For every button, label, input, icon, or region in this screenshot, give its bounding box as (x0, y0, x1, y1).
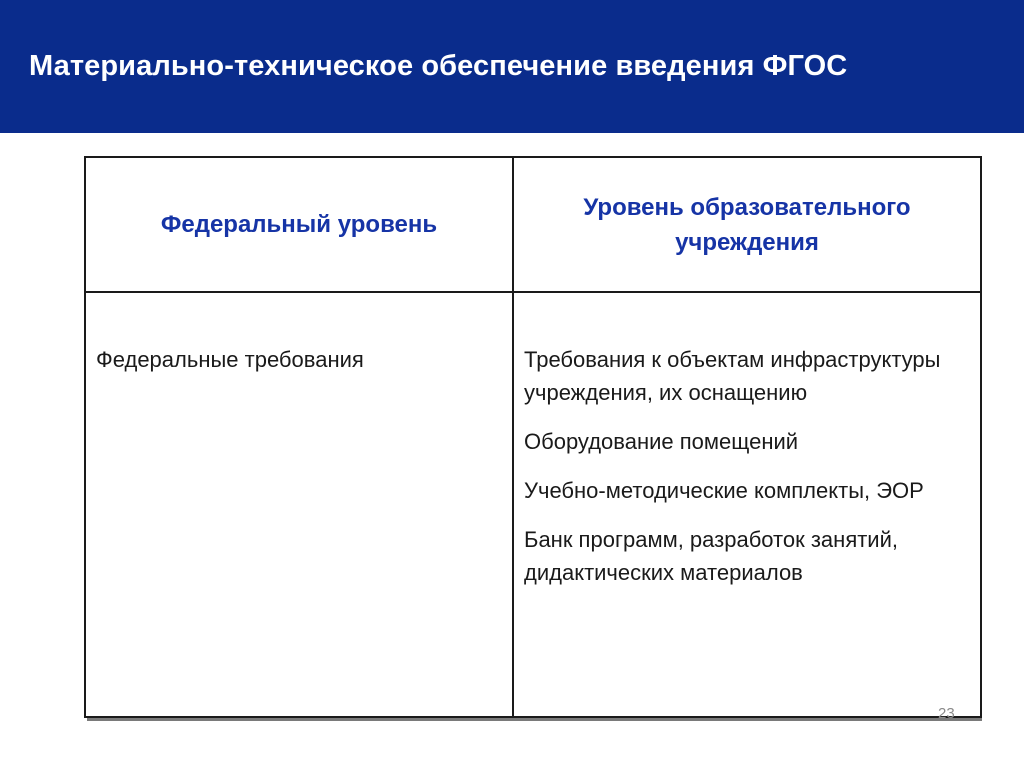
header-institution-label: Уровень образовательного учреждения (583, 193, 911, 256)
header-institution-level (513, 157, 981, 292)
list-item: Требования к объектам инфраструктуры учреждения, их оснащению (524, 347, 941, 405)
table-header-row (85, 157, 981, 292)
federal-requirements-cell: Федеральные требования (85, 292, 513, 717)
page-number: 23 (938, 705, 955, 722)
title-bar (0, 0, 1024, 133)
table-body-row (85, 292, 981, 717)
slide-title: Материально-техническое обеспечение введения ФГОС (29, 50, 848, 82)
list-item: Банк программ, разработок занятий, дидактических материалов (524, 527, 898, 585)
requirements-table (84, 156, 982, 718)
list-item: Оборудование помещений (524, 429, 799, 454)
institution-requirements-cell (513, 292, 981, 717)
header-federal-level: Федеральный уровень (85, 157, 513, 292)
list-item: Учебно-методические комплекты, ЭОР (524, 478, 924, 503)
